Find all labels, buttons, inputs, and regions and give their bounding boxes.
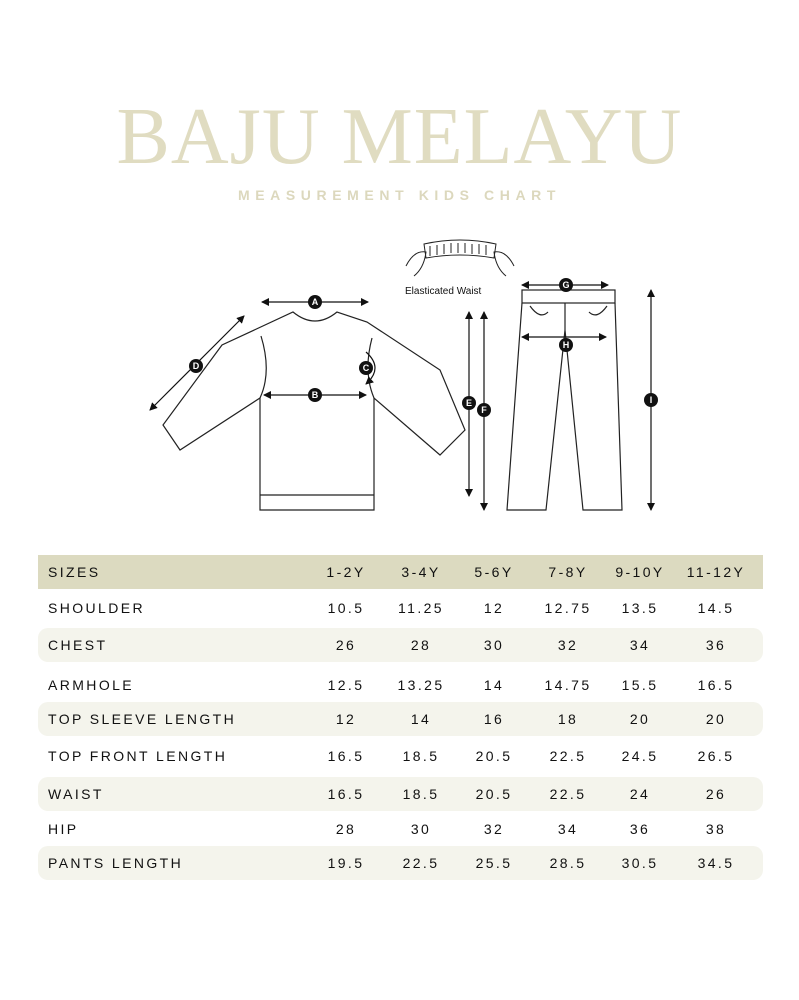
row-value: 26 bbox=[335, 637, 357, 653]
row-value: 10.5 bbox=[327, 600, 365, 616]
row-label: SHOULDER bbox=[48, 600, 145, 616]
row-value: 16.5 bbox=[697, 677, 735, 693]
table-row bbox=[38, 812, 763, 846]
row-value: 12 bbox=[483, 600, 505, 616]
header-size: 1-2Y bbox=[326, 564, 366, 580]
row-value: 15.5 bbox=[621, 677, 659, 693]
row-value: 30 bbox=[410, 821, 432, 837]
table-row bbox=[38, 739, 763, 773]
header-size: 3-4Y bbox=[401, 564, 441, 580]
row-value: 28.5 bbox=[549, 855, 587, 871]
row-value: 14.5 bbox=[697, 600, 735, 616]
pants-outline bbox=[507, 290, 622, 510]
header-size: 11-12Y bbox=[686, 564, 746, 580]
row-value: 12 bbox=[335, 711, 357, 727]
row-value: 28 bbox=[410, 637, 432, 653]
row-value: 22.5 bbox=[402, 855, 440, 871]
label-a-badge bbox=[308, 295, 322, 309]
table-row bbox=[38, 591, 763, 625]
row-value: 20.5 bbox=[475, 786, 513, 802]
svg-text:D: D bbox=[192, 361, 200, 371]
row-value: 20 bbox=[705, 711, 727, 727]
row-value: 18.5 bbox=[402, 748, 440, 764]
row-value: 28 bbox=[335, 821, 357, 837]
row-label: TOP FRONT LENGTH bbox=[48, 748, 228, 764]
svg-text:F: F bbox=[481, 405, 487, 415]
row-value: 14.75 bbox=[544, 677, 592, 693]
shirt-outline bbox=[163, 312, 465, 510]
label-b-badge bbox=[308, 388, 322, 402]
svg-text:E: E bbox=[465, 398, 473, 408]
row-value: 32 bbox=[483, 821, 505, 837]
svg-text:A: A bbox=[311, 297, 319, 307]
row-value: 18.5 bbox=[402, 786, 440, 802]
row-value: 36 bbox=[705, 637, 727, 653]
row-value: 26 bbox=[705, 786, 727, 802]
row-value: 34.5 bbox=[697, 855, 735, 871]
row-value: 16.5 bbox=[327, 748, 365, 764]
label-g-badge bbox=[559, 278, 573, 292]
row-value: 24.5 bbox=[621, 748, 659, 764]
row-value: 14 bbox=[483, 677, 505, 693]
row-value: 13.5 bbox=[621, 600, 659, 616]
row-label: TOP SLEEVE LENGTH bbox=[48, 711, 237, 727]
row-value: 22.5 bbox=[549, 786, 587, 802]
label-e-badge bbox=[462, 396, 476, 410]
row-value: 12.75 bbox=[544, 600, 592, 616]
page-subtitle: MEASUREMENT KIDS CHART bbox=[237, 187, 562, 203]
page-title: BAJU MELAYU bbox=[116, 93, 683, 181]
table-row bbox=[38, 628, 763, 662]
row-value: 25.5 bbox=[475, 855, 513, 871]
row-value: 12.5 bbox=[327, 677, 365, 693]
row-value: 30.5 bbox=[621, 855, 659, 871]
header-size: 5-6Y bbox=[474, 564, 514, 580]
row-label: ARMHOLE bbox=[48, 677, 135, 693]
header-size: 9-10Y bbox=[615, 564, 665, 580]
row-value: 32 bbox=[557, 637, 579, 653]
svg-text:G: G bbox=[562, 280, 570, 290]
row-value: 19.5 bbox=[327, 855, 365, 871]
label-h-badge bbox=[559, 338, 573, 352]
row-value: 34 bbox=[557, 821, 579, 837]
row-value: 16.5 bbox=[327, 786, 365, 802]
row-value: 14 bbox=[410, 711, 432, 727]
svg-text:H: H bbox=[562, 340, 570, 350]
row-value: 13.25 bbox=[397, 677, 445, 693]
table-row bbox=[38, 702, 763, 736]
row-value: 16 bbox=[483, 711, 505, 727]
svg-text:B: B bbox=[311, 390, 319, 400]
elasticated-waist-caption: Elasticated Waist bbox=[405, 286, 482, 297]
table-header-row bbox=[38, 555, 763, 589]
row-value: 34 bbox=[629, 637, 651, 653]
svg-text:I: I bbox=[649, 395, 653, 405]
elasticated-waist-sketch bbox=[406, 240, 514, 276]
svg-text:C: C bbox=[362, 363, 370, 373]
row-label: CHEST bbox=[48, 637, 108, 653]
row-value: 38 bbox=[705, 821, 727, 837]
row-value: 36 bbox=[629, 821, 651, 837]
measurement-arrows bbox=[150, 285, 651, 510]
row-label: WAIST bbox=[48, 786, 104, 802]
row-label: PANTS LENGTH bbox=[48, 855, 184, 871]
header-sizes-label: SIZES bbox=[48, 564, 101, 580]
label-c-badge bbox=[359, 361, 373, 375]
row-value: 30 bbox=[483, 637, 505, 653]
label-f-badge bbox=[477, 403, 491, 417]
table-row bbox=[38, 668, 763, 702]
header-size: 7-8Y bbox=[548, 564, 588, 580]
table-row bbox=[38, 777, 763, 811]
row-label: HIP bbox=[48, 821, 79, 837]
row-value: 20.5 bbox=[475, 748, 513, 764]
row-value: 11.25 bbox=[398, 600, 444, 616]
label-d-badge bbox=[189, 359, 203, 373]
label-i-badge bbox=[644, 393, 658, 407]
row-value: 18 bbox=[557, 711, 579, 727]
table-row bbox=[38, 846, 763, 880]
row-value: 22.5 bbox=[549, 748, 587, 764]
row-value: 26.5 bbox=[697, 748, 735, 764]
row-value: 24 bbox=[629, 786, 651, 802]
row-value: 20 bbox=[629, 711, 651, 727]
